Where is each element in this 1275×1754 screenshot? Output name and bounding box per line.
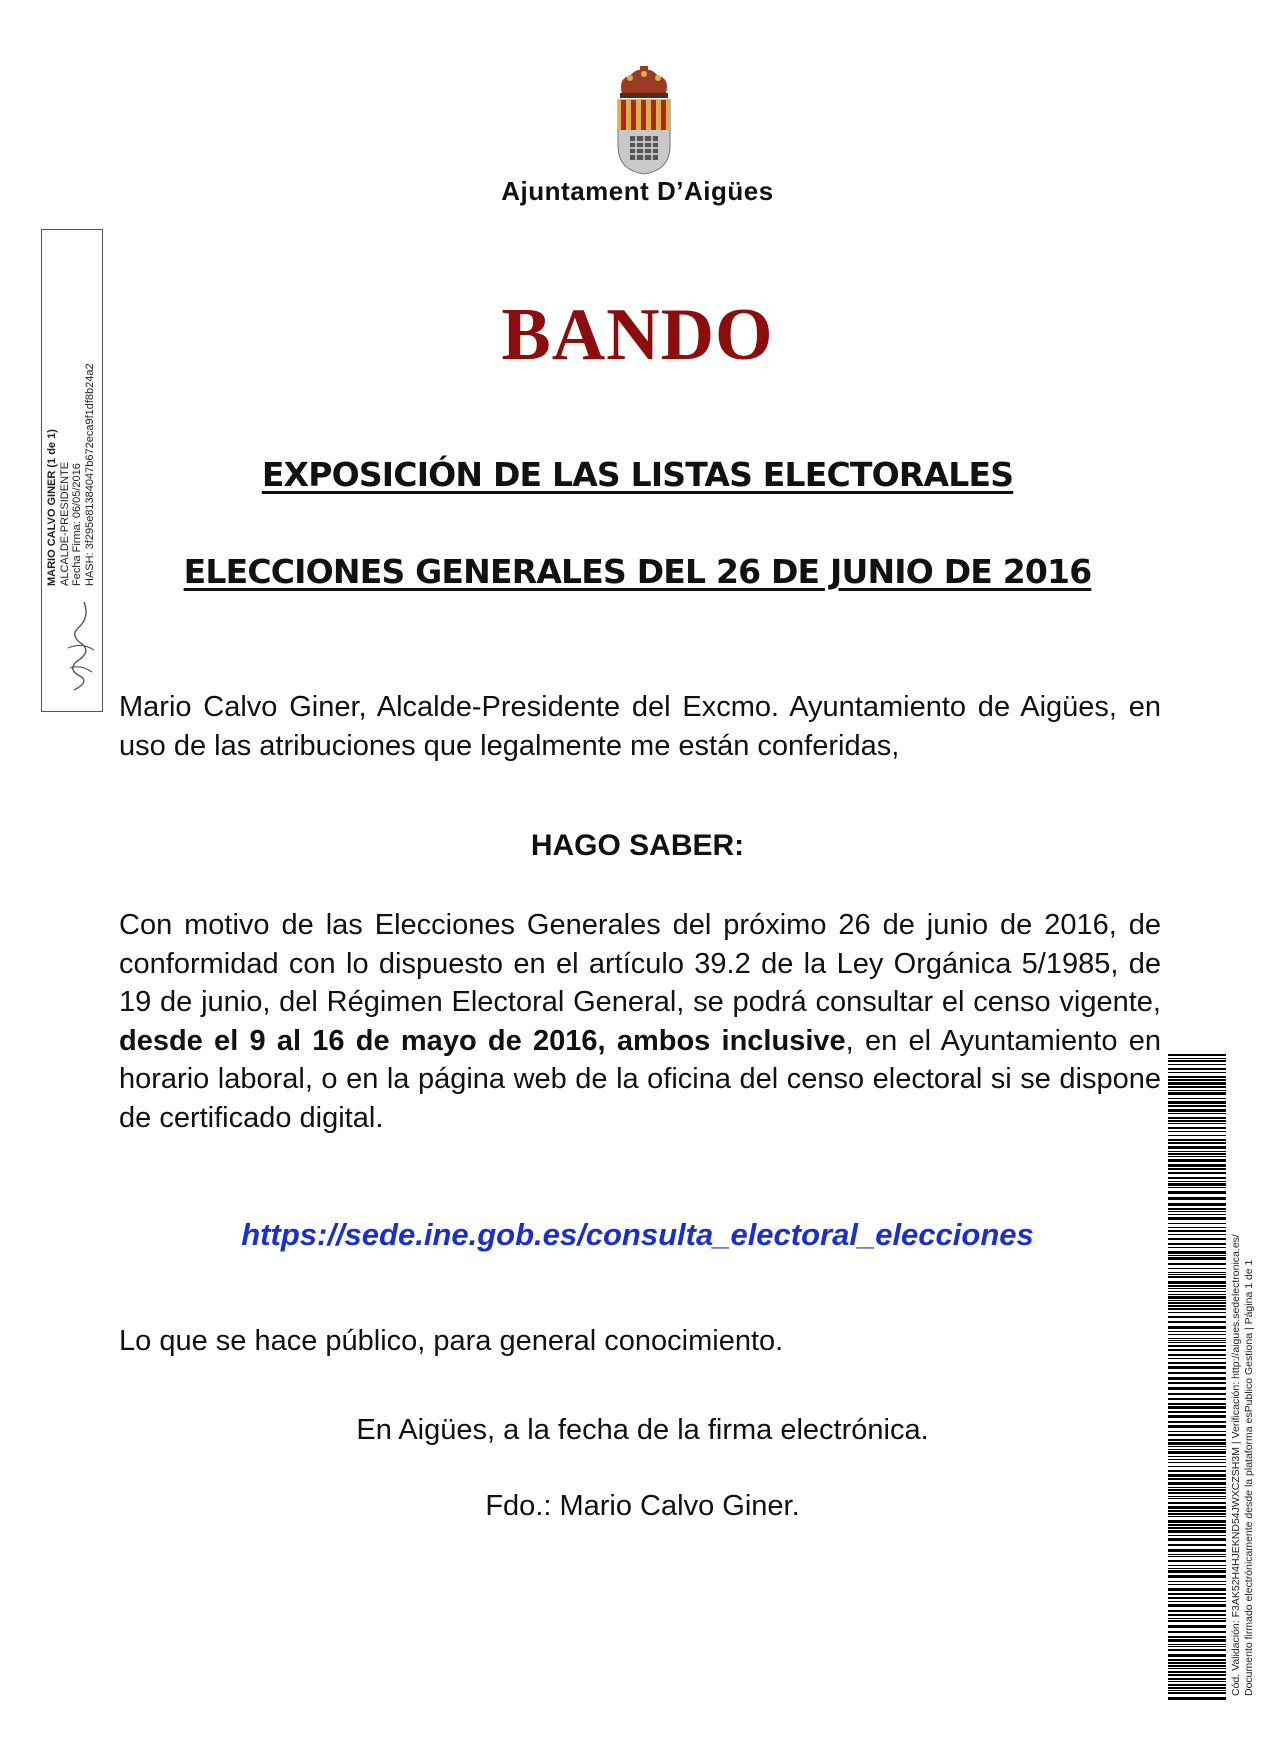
handwritten-signature-icon — [64, 598, 98, 694]
intro-paragraph: Mario Calvo Giner, Alcalde-Presidente del Excmo. Ayuntamiento de Aigües, en uso de las atribuciones que legalmente me están conferidas, — [119, 691, 1161, 762]
signature-text: Fdo.: Mario Calvo Giner. — [485, 1490, 800, 1522]
stamp-role: ALCALDE-PRESIDENTE — [58, 461, 71, 586]
body-text-part1: Con motivo de las Elecciones Generales del próximo 26 de junio de 2016, de conformidad con lo dispuesto en el artículo 39.2 de la Ley Orgánica 5/1985, de 19 de junio, del Régimen Electoral General, se podrá consultar el censo vigente, — [119, 909, 1161, 1018]
municipal-crest-icon — [608, 66, 680, 176]
hago-saber-heading: HAGO SABER: — [530, 829, 745, 862]
stamp-date: Fecha Firma: 06/05/2016 — [71, 463, 83, 586]
verification-line-2: Documento firmado electrónicamente desde la plataforma esPublico Gestiona | Página 1 de 1 — [1242, 1259, 1255, 1696]
subtitle-exposure: EXPOSICIÓN DE LAS LISTAS ELECTORALES — [261, 455, 1014, 494]
body-text-dates: desde el 9 al 16 de mayo de 2016, ambos inclusive — [119, 1024, 846, 1057]
stamp-hash: HASH: 3f295e81384047b672eca9f1df8b24a2 — [83, 363, 96, 586]
organization-name: Ajuntament D’Aigües — [501, 176, 774, 206]
subtitle-elections: ELECCIONES GENERALES DEL 26 DE JUNIO DE 2016 — [183, 552, 1092, 591]
signature-stamp-text — [46, 186, 96, 586]
census-link[interactable]: https://sede.ine.gob.es/consulta_electoral_elecciones — [241, 1217, 1034, 1252]
stamp-name: MARIO CALVO GINER (1 de 1) — [46, 429, 58, 586]
verification-barcode-icon — [1168, 1054, 1226, 1702]
body-paragraph — [119, 906, 1161, 1137]
place-date-text: En Aigües, a la fecha de la firma electrónica. — [356, 1414, 929, 1446]
document-title: BANDO — [501, 294, 774, 376]
body-text-part2: , en el Ayuntamiento en horario laboral, o en la página web de la oficina del censo electoral si se dispone de certificado digital. — [119, 1024, 1161, 1134]
closing-text: Lo que se hace público, para general conocimiento. — [119, 1325, 784, 1357]
verification-text — [1230, 1036, 1255, 1696]
verification-line-1: Cód. Validación: F3AK52H4HJEKND54JWXCZSH3M | Verificación: http://aigues.sedelectronica.es/ — [1230, 1234, 1242, 1696]
